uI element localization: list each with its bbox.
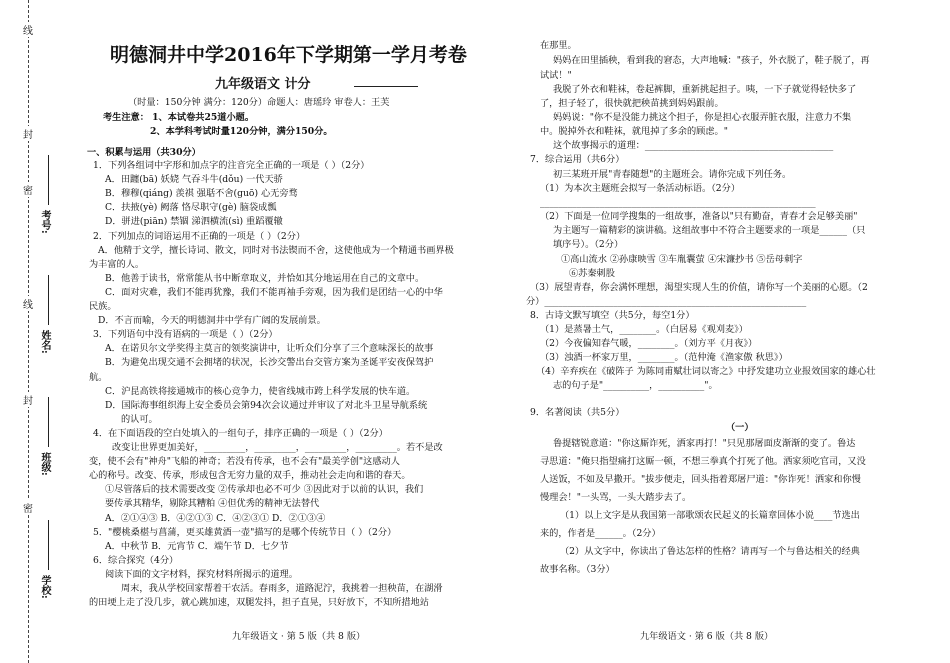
right-text-line: 妈妈在田里插秧，看到我的窘态，大声地喊："孩子，外衣脱了，鞋子脱了，再: [553, 55, 870, 66]
right-text-line: 鲁提辖锐意道："你这厮诈死，洒家再打！"只见那屠面皮渐渐的变了。鲁达: [553, 438, 856, 449]
left-text-line: 为丰富的人。: [89, 258, 145, 270]
right-text-line: 7．综合运用（共6分）: [530, 154, 625, 165]
right-text-line: 我脱了外衣和鞋袜，卷起裤脚，重新挑起担子。咦，一下子就觉得轻快多了: [553, 84, 857, 95]
right-text-line: ①高山流水 ②孙康映雪 ③车胤囊萤 ④宋濂抄书 ⑤岳母刺字: [561, 254, 803, 265]
left-footer: 九年级语文 · 第 5 版（共 8 版）: [232, 631, 366, 642]
left-text-line: D．不言而喻，今天的明德洞井中学有广阔的发展前景。: [98, 315, 326, 327]
right-text-line: （一）: [726, 422, 754, 433]
left-text-line: A．田躔(bā) 妖娆 气吞斗牛(dǒu) 一代天骄: [105, 174, 283, 186]
binding-word: 封: [23, 392, 33, 407]
binding-field-label: 学校:: [39, 575, 50, 599]
left-text-line: 民族。: [89, 301, 117, 312]
right-text-line: 填序号）。（2分）: [553, 239, 624, 250]
right-text-line: （4）辛弃疾在《破阵子 为陈同甫赋壮词以寄之》中抒发建功立业报效国家的雄心壮: [536, 366, 876, 377]
left-text-line: B．穆穆(qiáng) 羡祺 强聒不舍(guō) 心无旁骛: [105, 188, 298, 200]
exam-title: 明德洞井中学2016年下学期第一学月考卷: [110, 44, 467, 66]
left-text-line: 4．在下面语段的空白处填入的一组句子，排序正确的一项是（ ）（2分）: [93, 427, 388, 439]
left-text-line: D．骈进(piān) 禁锢 涕泗横流(sì) 重蹈覆辙: [105, 216, 283, 228]
left-text-line: A．他精于文学，擅长诗词、散文，同时对书法锲而不舍，这使他成为一个精通书画界极: [98, 244, 454, 256]
binding-word: 封: [23, 126, 33, 141]
left-text-line: 6．综合探究（4分）: [93, 554, 179, 566]
right-text-line: ____________________________________________________________: [540, 197, 816, 208]
left-text-line: B．为避免出现交通不会拥堵的状况，长沙交警出台交管方案为圣诞平安夜保驾护: [105, 357, 434, 369]
binding-dashed-line: [28, 0, 29, 663]
right-text-line: （2）下面是一位同学搜集的一组故事，准备以"只有勤奋，青春才会足够美丽": [540, 211, 858, 222]
right-text-line: （3）浊酒一杯家万里，________。（范仲淹《渔家傲 秋思》）: [540, 352, 788, 363]
score-line: [354, 86, 418, 87]
right-text-line: （1）以上文字是从我国第一部歌颂农民起义的长篇章回体小说____节选出: [560, 510, 860, 521]
left-text-line: A．②①④③ B．④②①③ C．④②③① D．②①③④: [105, 512, 326, 524]
right-text-line: 人送饭，不如及早撒开。"拔步便走，回头指着郑屠尸道："你诈死！洒家和你慢: [540, 474, 861, 485]
right-text-line: （2）今夜偏知春气暖，________。（刘方平《月夜》）: [540, 338, 758, 349]
binding-field-line: [48, 397, 49, 447]
left-text-line: D．国际海事组织海上安全委员会第94次会议通过并审议了对北斗卫星导航系统: [105, 399, 428, 411]
right-text-line: 故事名称。（3分）: [540, 564, 615, 575]
left-text-line: 航。: [89, 371, 108, 383]
left-text-line: C．沪昆高铁将接通城市的核心竞争力，使省线城市跨上科学发展的快车道。: [105, 385, 416, 397]
right-text-line: 为主题写一篇精彩的演讲稿。这组故事中不符合主题要求的一项是______（只: [553, 225, 866, 236]
right-text-line: 寻思道："俺只指望痛打这厮一顿，不想三拳真个打死了他。洒家须吃官司，又没: [540, 456, 866, 467]
left-text-line: 周末，我从学校回家帮着干农活。春雨多，道路泥泞，我挑着一担秧苗，在湖滑: [121, 583, 443, 594]
binding-field-label: 姓名:: [39, 330, 50, 354]
binding-word: 线: [23, 22, 33, 37]
left-text-line: 改变让世界更加美好，_________，_________，_________，_________。若不是改: [112, 442, 443, 453]
binding-word: 密: [23, 500, 33, 515]
right-text-line: 中。脱掉外衣和鞋袜，就甩掉了多余的顾虑。": [540, 126, 728, 137]
left-text-line: 1．下列各组词中字形和加点字的注音完全正确的一项是（ ）（2分）: [93, 160, 370, 171]
right-text-line: ⑥苏秦刺股: [569, 268, 615, 279]
binding-field-label: 考号:: [39, 210, 50, 234]
right-text-line: 这个故事揭示的道理：_________________________________________: [553, 140, 834, 151]
left-text-line: 要传承其精华，剔除其糟粕 ④但优秀的精神无法替代: [105, 498, 320, 510]
note-1: 考生注意： 1、本试卷共25道小题。: [103, 112, 255, 123]
exam-subtitle: 九年级语文 计分: [215, 77, 311, 92]
binding-word: 密: [23, 182, 33, 197]
right-text-line: （2）从文字中，你读出了鲁达怎样的性格？请再写一个与鲁达相关的经典: [560, 546, 860, 557]
left-text-line: 心的称号。改变、传承，形成包含无穷力量的双手，推动社会走向和谐的春天。: [89, 470, 411, 482]
right-text-line: （3）展望青春，你会满怀理想，渴望实现人生的价值，请你写一个美丽的心愿。（2: [530, 282, 868, 293]
binding-field-label: 班级:: [39, 452, 50, 476]
left-text-line: ①尽管落后的技术需要改变 ②传承却也必不可少 ③因此对于以前的认识，我们: [105, 484, 424, 496]
left-text-line: A．在诺贝尔文学奖得主莫言的领奖演讲中，让听众们分享了三个意味深长的故事: [105, 343, 434, 355]
left-text-line: 变，使不会有"神舟"飞船的神奇；若没有传承，也不会有"最美学创"这感动人: [89, 456, 400, 468]
right-text-line: 了，担子轻了，很快就把秧苗挑到妈妈跟前。: [540, 98, 724, 109]
left-text-line: 阅读下面的文字材料，探究材料所揭示的道理。: [105, 568, 298, 580]
right-text-line: 初三某班开展"青春随想"的主题班会。请你完成下列任务。: [553, 169, 792, 180]
left-text-line: 5．"樱桃桑椹与菖蒲，更买雄黄酒一壶"描写的是哪个传统节日（ ）（2分）: [93, 526, 397, 538]
exam-info: （时量：150分钟 满分：120分）命题人：唐瑶玲 审卷人：王芙: [128, 97, 390, 108]
left-text-line: 的田埂上走了没几步，就心跳加速，双腿发抖，担子直晃，只好放下，不知所措地站: [89, 597, 429, 609]
right-text-line: 8．古诗文默写填空（共5分，每空1分）: [530, 310, 695, 321]
note-2: 2、本学科考试时量120分钟，满分150分。: [150, 126, 333, 137]
right-footer: 九年级语文 · 第 6 版（共 8 版）: [640, 631, 774, 642]
right-text-line: 妈妈说："你不是没能力挑这个担子，你是担心衣服弄脏衣服，注意力不集: [553, 112, 852, 123]
left-text-line: A．中秋节 B．元宵节 C．端午节 D．七夕节: [105, 540, 289, 552]
left-text-line: C．面对灾难，我们不能再犹豫，我们不能再袖手旁观，因为我们是团结一心的中华: [105, 286, 443, 298]
right-text-line: 试试！": [540, 70, 572, 81]
binding-field-line: [48, 520, 49, 570]
binding-field-line: [48, 155, 49, 205]
right-text-line: 分）_________________________________________________________: [526, 296, 807, 307]
right-text-line: 慢理会！"一头骂，一头大踏步去了。: [540, 492, 692, 503]
left-text-line: B．他善于读书，常常能从书中断章取义，并恰如其分地运用在自己的文章中。: [105, 272, 425, 284]
right-text-line: （1）是蒸暑土气，________。（白居易《观刈麦》）: [540, 324, 748, 335]
left-text-line: 3．下列语句中没有语病的一项是（ ）（2分）: [93, 329, 278, 341]
left-text-line: C．扶掖(yè) 阙落 恪尽职守(gè) 脑袋成瓢: [105, 202, 277, 214]
section-1-title: 一、积累与运用（共30分）: [87, 147, 201, 158]
left-text-line: 的认可。: [121, 413, 158, 425]
right-text-line: 来的，作者是______。（2分）: [540, 528, 661, 539]
right-text-line: （1）为本次主题班会拟写一条活动标语。（2分）: [540, 183, 741, 194]
right-text-line: 9．名著阅读（共5分）: [530, 407, 625, 418]
binding-field-line: [48, 275, 49, 325]
right-text-line: 志的句子是"__________，__________"。: [553, 380, 718, 391]
left-text-line: 2．下列加点的词语运用不正确的一项是（ ）（2分）: [93, 230, 306, 242]
binding-word: 线: [23, 296, 33, 311]
right-text-line: 在那里。: [540, 40, 577, 51]
